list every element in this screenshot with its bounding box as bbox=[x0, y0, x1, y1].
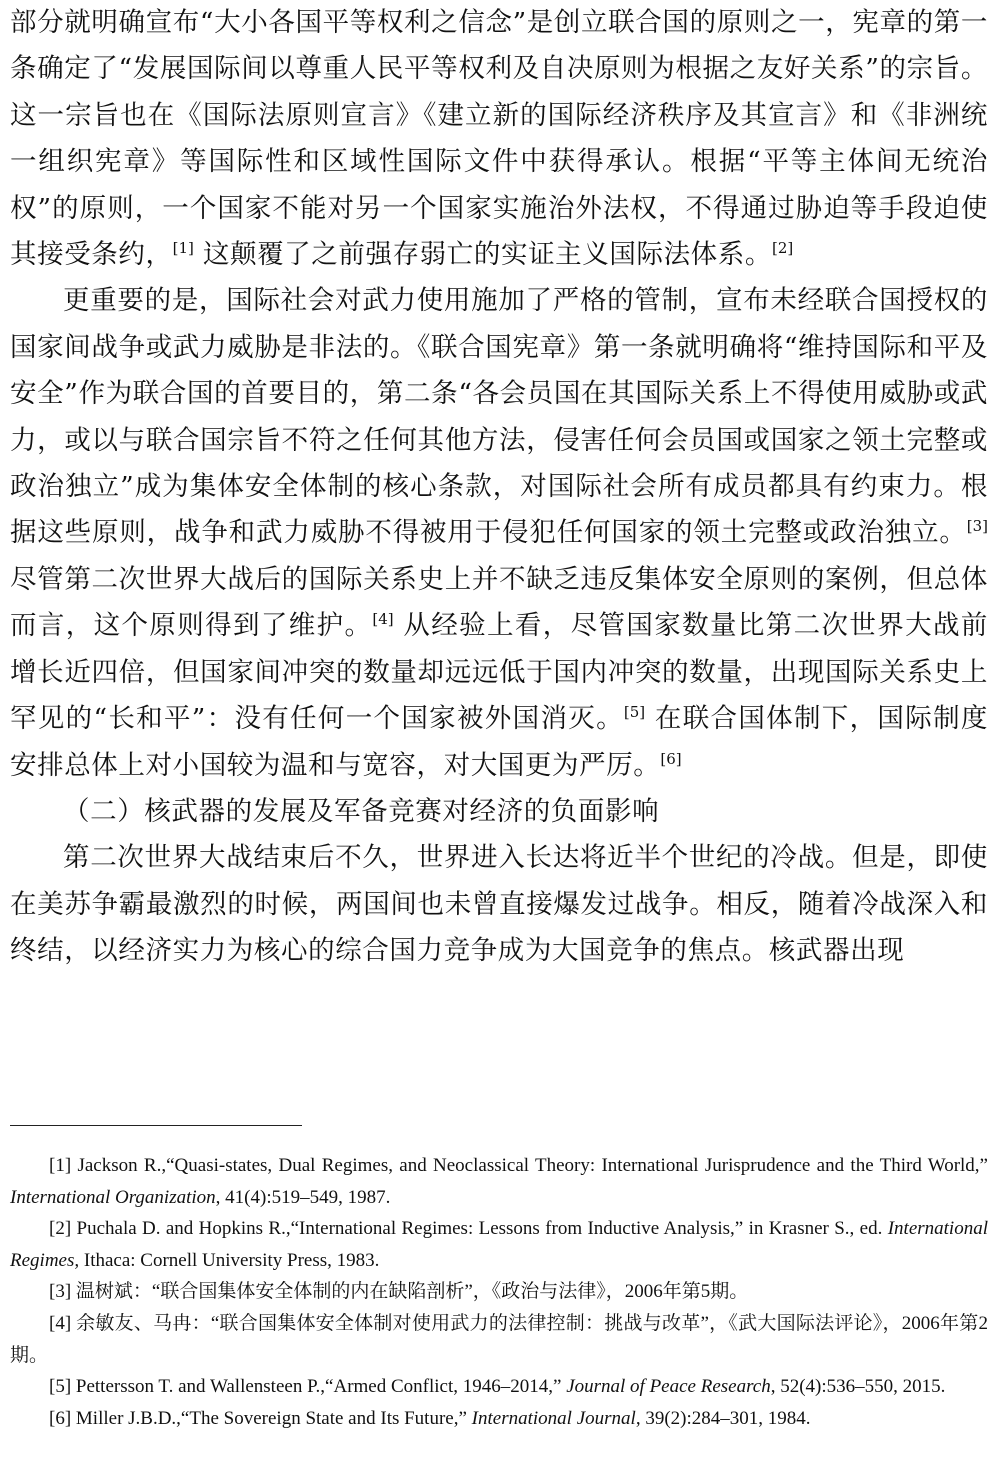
footnote bbox=[10, 1213, 988, 1276]
footnote-list bbox=[10, 1150, 988, 1434]
footnote-reference[interactable]: [1] bbox=[172, 239, 194, 258]
body-text bbox=[10, 0, 988, 975]
body-paragraph bbox=[10, 278, 988, 788]
paragraph-text: 这颠覆了之前强存弱亡的实证主义国际法体系。 bbox=[193, 239, 772, 271]
footnote-text: , 52(4):536–550, 2015. bbox=[770, 1376, 946, 1398]
footnote-text: [2] Puchala D. and Hopkins R.,“International Regimes: Lessons from Inductive Analysis,” in Krasner S., ed. bbox=[49, 1218, 883, 1240]
paragraph-text: 从经验上看，尽管国家数量比第二次世界大战前增长近四倍，但国家间冲突的数量却远远低于国内冲突的数量，出现国际关系史上罕见的“长和平”：没有任何一个国家被外国消灭。 bbox=[10, 610, 988, 735]
body-paragraph bbox=[10, 835, 988, 974]
footnote-source-title: Journal of Peace Research bbox=[561, 1376, 771, 1398]
paragraph-text: 部分就明确宣布“大小各国平等权利之信念”是创立联合国的原则之一，宪章的第一条确定了“发展国际间以尊重人民平等权利及自决原则为根据之友好关系”的宗旨。这一宗旨也在《国际法原则宣言》《建立新的国际经济秩序及其宣言》和《非洲统一组织宪章》等国际性和区域性国际文件中获得承认。根据“平等主体间无统治权”的原则，一个国家不能对另一个国家实施治外法权，不得通过胁迫等手段迫使其接受条约， bbox=[10, 7, 988, 271]
footnote-source-title: International Journal bbox=[466, 1407, 636, 1429]
footnote-reference[interactable]: [6] bbox=[660, 749, 682, 768]
paragraph-text: （二）核武器的发展及军备竞赛对经济的负面影响 bbox=[63, 795, 660, 827]
footnote-source-title: International Organization bbox=[10, 1186, 216, 1208]
paragraph-text: 第二次世界大战结束后不久，世界进入长达将近半个世纪的冷战。但是，即使在美苏争霸最激烈的时候，两国间也未曾直接爆发过战争。相反，随着冷战深入和终结，以经济实力为核心的综合国力竞争成为大国竞争的焦点。核武器出现 bbox=[10, 842, 988, 967]
footnote-text: [4] 余敏友、马冉：“联合国集体安全体制对使用武力的法律控制：挑战与改革”，《武大国际法评论》，2006年第2期。 bbox=[10, 1312, 988, 1366]
section-heading bbox=[10, 789, 988, 835]
paragraph-text: 更重要的是，国际社会对武力使用施加了严格的管制，宣布未经联合国授权的国家间战争或武力威胁是非法的。《联合国宪章》第一条就明确将“维持国际和平及安全”作为联合国的首要目的，第二条“各会员国在其国际关系上不得使用威胁或武力，或以与联合国宗旨不符之任何其他方法，侵害任何会员国或国家之领土完整或政治独立”成为集体安全体制的核心条款，对国际社会所有成员都具有约束力。根据这些原则，战争和武力威胁不得被用于侵犯任何国家的领土完整或政治独立。 bbox=[10, 285, 988, 549]
footnote bbox=[10, 1371, 988, 1403]
footnote-text: [6] Miller J.B.D.,“The Sovereign State and Its Future,” bbox=[49, 1407, 467, 1429]
footnote-reference[interactable]: [4] bbox=[372, 610, 394, 629]
footnote-divider bbox=[10, 1125, 302, 1126]
footnote-text: , 41(4):519–549, 1987. bbox=[215, 1186, 391, 1208]
footnote bbox=[10, 1150, 988, 1213]
footnote bbox=[10, 1403, 988, 1435]
document-page bbox=[10, 0, 988, 975]
paragraph-text: 在联合国体制下，国际制度安排总体上对小国较为温和与宽容，对大国更为严厉。 bbox=[10, 703, 988, 781]
footnote-text: [5] Pettersson T. and Wallensteen P.,“Armed Conflict, 1946–2014,” bbox=[49, 1376, 562, 1398]
paragraph-text: 尽管第二次世界大战后的国际关系史上并不缺乏违反集体安全原则的案例，但总体而言，这个原则得到了维护。 bbox=[10, 563, 988, 642]
footnote bbox=[10, 1308, 988, 1371]
body-paragraph bbox=[10, 0, 988, 278]
footnote-text: Ithaca: Cornell University Press, 1983. bbox=[79, 1249, 380, 1271]
footnote-text: [1] Jackson R.,“Quasi-states, Dual Regimes, and Neoclassical Theory: International Jurisprudence and the Third World,” bbox=[49, 1155, 988, 1176]
footnote-text: [3] 温树斌：“联合国集体安全体制的内在缺陷剖析”，《政治与法律》，2006年第5期。 bbox=[49, 1281, 749, 1303]
footnote-reference[interactable]: [2] bbox=[771, 239, 794, 258]
footnote-reference[interactable]: [5] bbox=[623, 703, 646, 722]
footnote-text: , 39(2):284–301, 1984. bbox=[635, 1407, 811, 1429]
footnote-reference[interactable]: [3] bbox=[966, 517, 988, 536]
footnote bbox=[10, 1276, 988, 1308]
footnote-source-title: International Regimes, bbox=[10, 1218, 988, 1271]
